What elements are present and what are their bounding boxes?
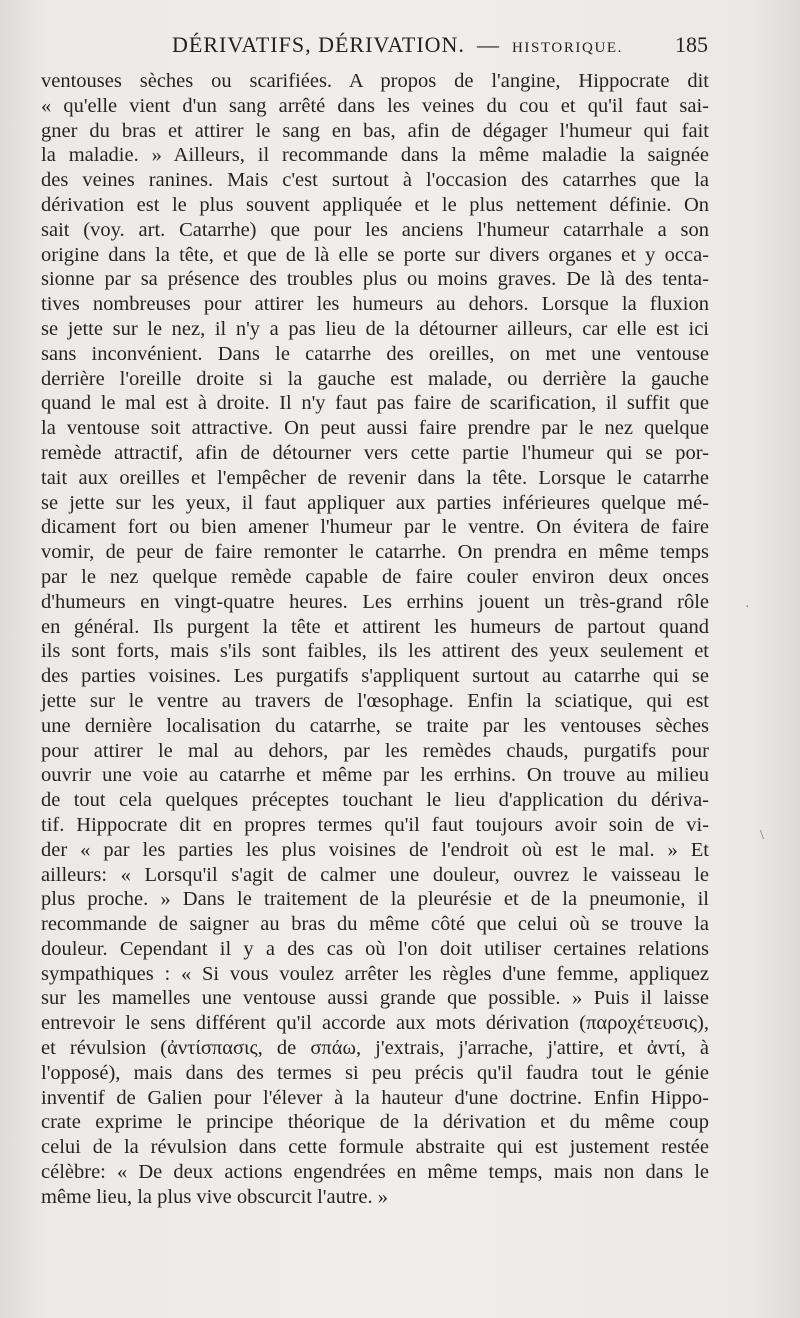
body-text (41, 69, 709, 1210)
text-line: sur les mamelles une ventouse aussi grande que possible. » Puis il laisse (41, 987, 709, 1010)
page-number: 185 (675, 32, 708, 57)
text-line: remède attractif, afin de détourner vers cette partie l'humeur qui se por- (41, 441, 709, 464)
text-line: pour attirer le mal au dehors, par les remèdes chauds, purgatifs pour (41, 739, 709, 762)
text-line: d'humeurs en vingt-quatre heures. Les errhins jouent un très-grand rôle (41, 590, 709, 613)
running-head-section: HISTORIQUE. (511, 40, 624, 56)
text-line: crate exprime le principe théorique de la dérivation et du même coup (41, 1111, 709, 1134)
text-line: ventouses sèches ou scarifiées. A propos de l'angine, Hippocrate dit (41, 70, 709, 92)
text-line: la maladie. » Ailleurs, il recommande dans la même maladie la saignée (41, 144, 709, 167)
text-line: sympathiques : « Si vous voulez arrêter les règles d'une femme, appliquez (41, 962, 709, 985)
text-line: « qu'elle vient d'un sang arrêté dans les veines du cou et qu'il faut sai- (41, 94, 709, 117)
text-line: sans inconvénient. Dans le catarrhe des oreilles, on met une ventouse (41, 342, 709, 365)
text-line: dicament fort ou bien amener l'humeur par le ventre. On évitera de faire (41, 516, 709, 539)
ink-speck: · (745, 600, 750, 615)
text-line: ouvrir une voie au catarrhe et même par les errhins. On trouve au milieu (41, 764, 709, 787)
text-line: derrière l'oreille droite si la gauche est malade, ou derrière la gauche (41, 367, 709, 390)
text-line: même lieu, la plus vive obscurcit l'autre. » (41, 1185, 388, 1208)
text-line: jette sur le ventre au travers de l'œsophage. Enfin la sciatique, qui est (41, 689, 709, 712)
running-head-dash: — (476, 32, 500, 57)
text-line: se jette sur les yeux, il faut appliquer aux parties inférieures quelque mé- (41, 491, 709, 514)
text-line: des veines ranines. Mais c'est surtout à l'occasion des catarrhes que la (41, 169, 709, 192)
running-head-title: DÉRIVATIFS, DÉRIVATION. (172, 32, 465, 57)
text-line: der « par les parties les plus voisines de l'endroit où est le mal. » Et (41, 838, 709, 861)
text-line: quand le mal est à droite. Il n'y faut pas faire de scarification, il suffit que (41, 392, 709, 415)
text-line: de tout cela quelques préceptes touchant le lieu d'application du dériva- (41, 789, 709, 812)
text-line: se jette sur le nez, il n'y a pas lieu de la détourner ailleurs, car elle est ici (41, 317, 709, 340)
text-line: l'opposé), mais dans des termes si peu précis qu'il faudra tout le génie (41, 1061, 709, 1084)
text-line: célèbre: « De deux actions engendrées en même temps, mais non dans le (41, 1161, 709, 1184)
text-line: tives nombreuses pour attirer les humeurs au dehors. Lorsque la fluxion (41, 293, 709, 316)
text-line: plus proche. » Dans le traitement de la pleurésie et de la pneumonie, il (41, 888, 709, 911)
text-line: gner du bras et attirer le sang en bas, afin de dégager l'humeur qui fait (41, 119, 709, 142)
text-line: par le nez quelque remède capable de faire couler environ deux onces (41, 565, 709, 588)
text-line: sionne par sa présence des troubles plus ou moins graves. De là des tenta- (41, 268, 709, 291)
text-line: dérivation est le plus souvent appliquée et le plus nettement définie. On (41, 193, 709, 216)
text-line: ils sont forts, mais s'ils sont faibles, ils les attirent des yeux seulement et (41, 640, 709, 663)
running-head (172, 32, 623, 58)
text-line: tait aux oreilles et l'empêcher de revenir dans la tête. Lorsque le catarrhe (41, 466, 709, 489)
text-line: ailleurs: « Lorsqu'il s'agit de calmer une douleur, ouvrez le vaisseau le (41, 863, 709, 886)
text-line: des parties voisines. Les purgatifs s'appliquent surtout au catarrhe qui se (41, 665, 709, 688)
text-line: inventif de Galien pour l'élever à la hauteur d'une doctrine. Enfin Hippo- (41, 1086, 709, 1109)
text-line: et révulsion (ἀντίσπασις, de σπάω, j'extrais, j'arrache, j'attire, et ἀντί, à (41, 1037, 709, 1060)
text-line: sait (voy. art. Catarrhe) que pour les anciens l'humeur catarrhale a son (41, 218, 709, 241)
text-line: une dernière localisation du catarrhe, se traite par les ventouses sèches (41, 714, 709, 737)
text-line: vomir, de peur de faire remonter le catarrhe. On prendra en même temps (41, 541, 709, 564)
text-line: recommande de saigner au bras du même côté que celui où se trouve la (41, 913, 709, 936)
text-line: la ventouse soit attractive. On peut aussi faire prendre par le nez quelque (41, 417, 709, 440)
text-line: celui de la révulsion dans cette formule abstraite qui est justement restée (41, 1136, 709, 1159)
text-line: origine dans la tête, et que de là elle se porte sur divers organes et y occa- (41, 243, 709, 266)
page-header (42, 32, 708, 66)
text-line: douleur. Cependant il y a des cas où l'on doit utiliser certaines relations (41, 937, 709, 960)
text-line: tif. Hippocrate dit en propres termes qu'il faut toujours avoir soin de vi- (41, 813, 709, 836)
text-line: entrevoir le sens différent qu'il accorde aux mots dérivation (παροχέτευσις), (41, 1012, 709, 1035)
text-line: en général. Ils purgent la tête et attirent les humeurs de partout quand (41, 615, 709, 638)
ink-mark: \ (760, 828, 764, 843)
